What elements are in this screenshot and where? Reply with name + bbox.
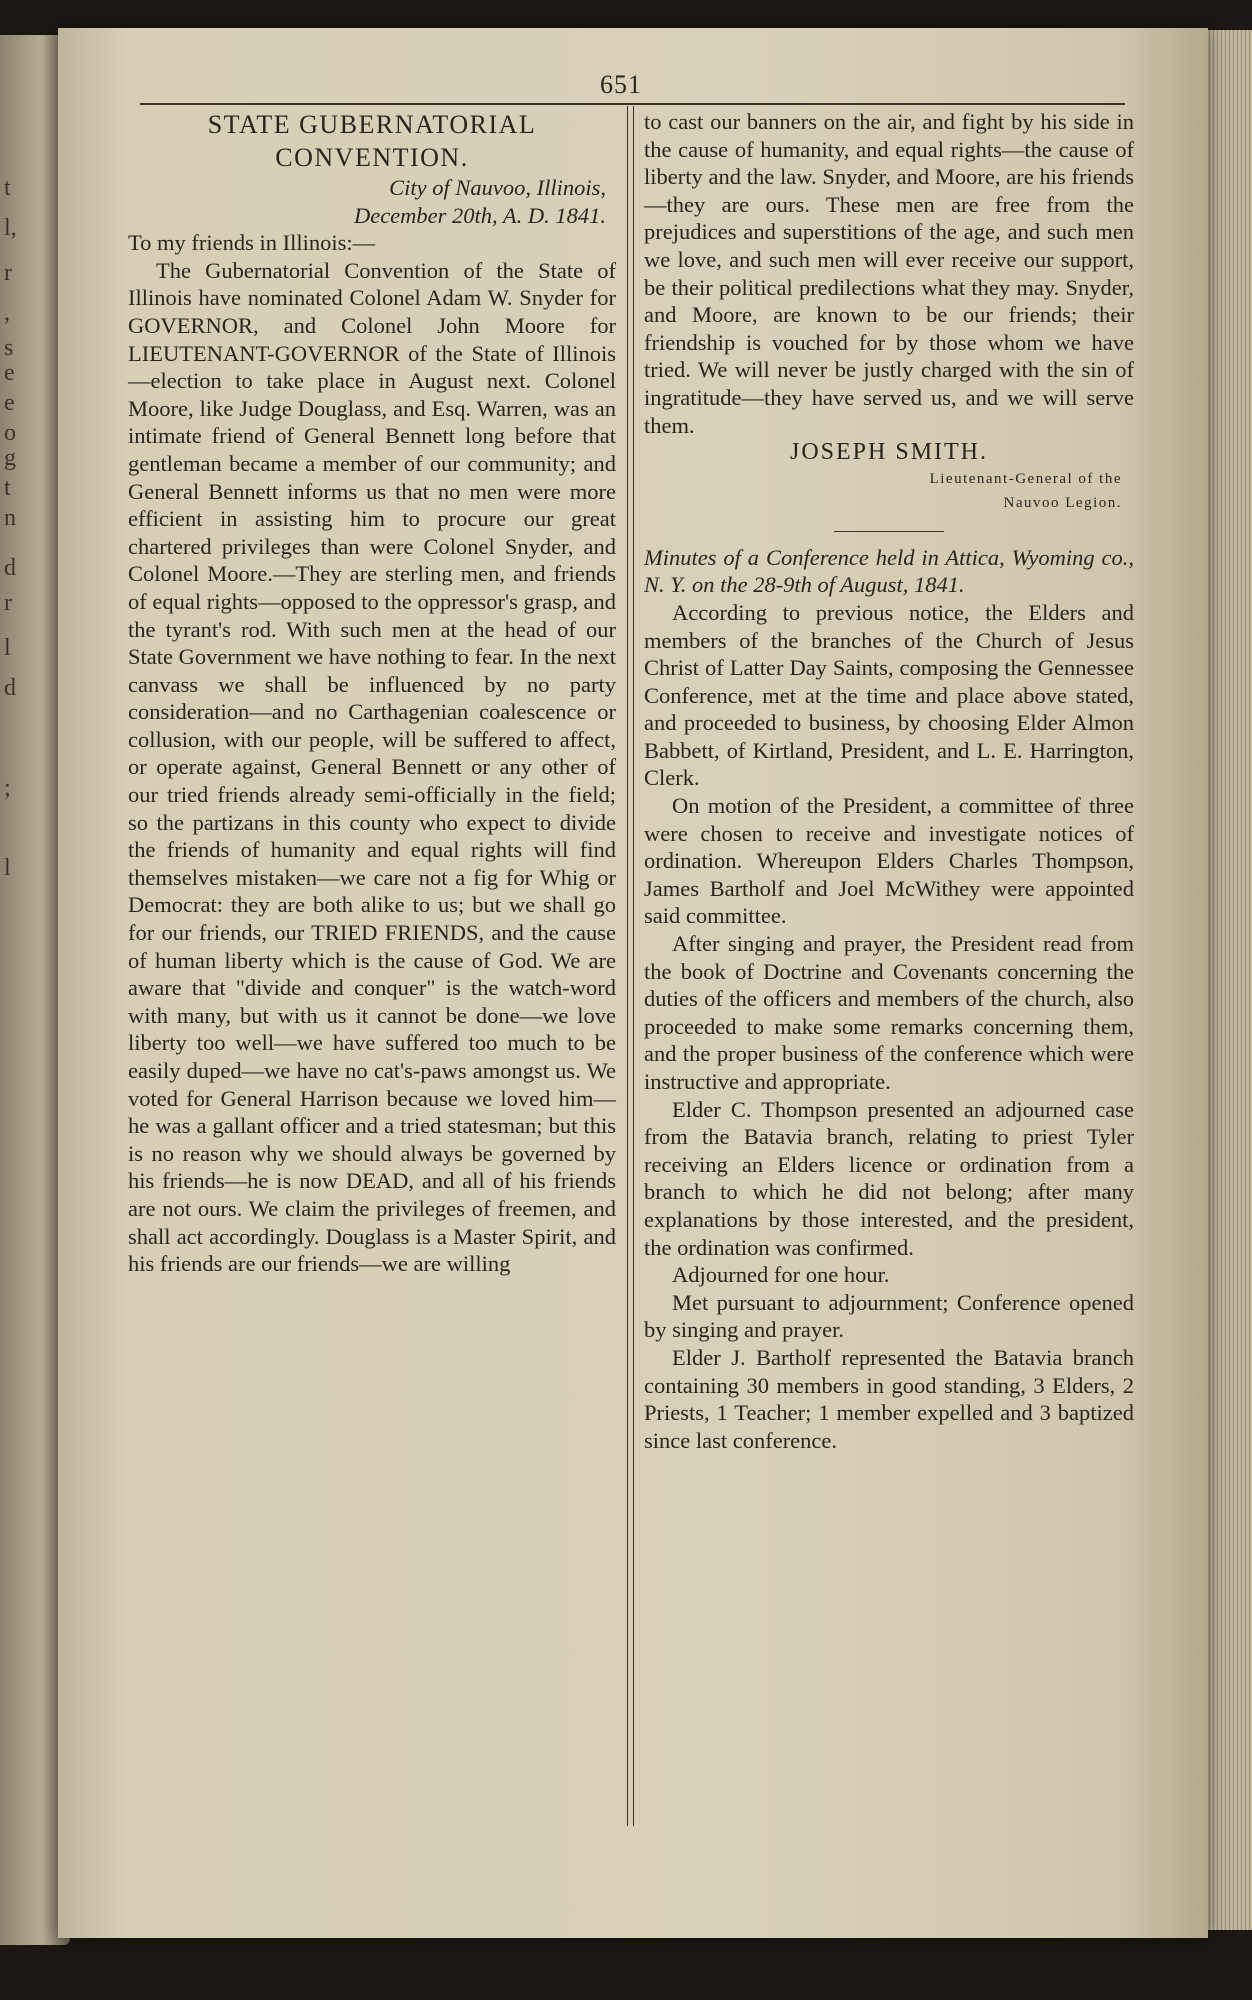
page-edges (1202, 30, 1252, 1930)
margin-fragment: o (4, 420, 16, 446)
column-divider (627, 106, 634, 1826)
minutes-paragraph: Elder J. Bartholf represented the Batavia branch containing 30 members in good standing, 3 Elders, 2 Priests, 1 Teacher; 1 member expelled and 3 baptized since last conference. (644, 1344, 1134, 1453)
margin-fragment: l (4, 855, 11, 881)
margin-fragment: l, (4, 215, 17, 241)
minutes-paragraph: Adjourned for one hour. (672, 1262, 890, 1288)
header-rule (140, 103, 1125, 105)
minutes-paragraph: Met pursuant to adjournment; Conference opened by singing and prayer. (644, 1289, 1134, 1343)
dateline-date: December 20th, A. D. 1841. (353, 202, 606, 228)
margin-fragment: t (4, 475, 11, 501)
margin-fragment: l (4, 635, 11, 661)
margin-fragment: e (4, 390, 15, 416)
left-column (128, 108, 616, 1278)
signature-name: JOSEPH SMITH. (789, 439, 989, 466)
dateline-place: City of Nauvoo, Illinois, (389, 175, 606, 200)
right-column (644, 108, 1134, 1454)
margin-fragment: r (4, 260, 12, 286)
margin-fragment: ; (4, 775, 11, 801)
margin-fragment: g (4, 445, 16, 471)
section-rule (834, 531, 944, 532)
signature-title: Nauvoo Legion. (1003, 494, 1122, 511)
minutes-paragraph: Elder C. Thompson presented an adjourned case from the Batavia branch, relating to priest Tyler receiving an Elders licence or ordination from a branch to which he did not belong; after many explanations by those interested, and the president, the ordination was confirmed. (644, 1096, 1134, 1260)
margin-fragment: e (4, 360, 15, 386)
margin-fragment: t (4, 175, 11, 201)
article-body: The Gubernatorial Convention of the State of Illinois have nominated Colonel Adam W. Snyder for GOVERNOR, and Colonel John Moore for LIEUTENANT-GOVERNOR of the State of Illinois—election to take place in August next. Colonel Moore, like Judge Douglass, and Esq. Warren, was an intimate friend of General Bennett long before that gentleman became a member of our community; and General Bennett informs us that no men were more efficient in assisting him to procure our great chartered privileges than were Colonel Snyder, and Colonel Moore.—They are sterling men, and friends of equal rights—opposed to the oppressor's grasp, and the tyrant's rod. With such men at the head of our State Government we have nothing to fear. In the next canvass we shall be influenced by no party consideration—and no Carthagenian coalescence or collusion, with our people, will be suffered to affect, or operate against, General Bennett or any other of our tried friends already semi-officially in the field; so the partizans in this county who expect to divide the friends of humanity and equal rights will find themselves mistaken—we care not a fig for Whig or Democrat: they are both alike to us; but we shall go for our friends, our TRIED FRIENDS, and the cause of human liberty which is the cause of God. We are aware that "divide and conquer" is the watch-word with many, but with us it cannot be done—we love liberty too well—we have suffered too much to be easily duped—we have no cat's-paws amongst us. We voted for General Harrison because we loved him—he was a gallant officer and a tried statesman; but this is no reason why we should always be governed by his friends—he is now DEAD, and all of his friends are not ours. We claim the privileges of freemen, and shall act accordingly. Douglass is a Master Spirit, and his friends are our friends—we are willing (128, 257, 616, 1277)
margin-fragment: r (4, 590, 12, 616)
page-number: 651 (600, 70, 642, 99)
minutes-paragraph: On motion of the President, a committee of three were chosen to receive and investigate notices of ordination. Whereupon Elders Charles Thompson, James Bartholf and Joel McWithey were appointed said committee. (644, 793, 1134, 929)
margin-fragment: , (4, 300, 10, 326)
minutes-heading: Minutes of a Conference held in Attica, Wyoming co., N. Y. on the 28-9th of August, 1841. (644, 544, 1134, 598)
article-title: STATE GUBERNATORIAL CONVENTION. (207, 110, 537, 172)
salutation: To my friends in Illinois:— (128, 230, 376, 256)
article-continuation: to cast our banners on the air, and fight by his side in the cause of humanity, and equal rights—the cause of liberty and the law. Snyder, and Moore, are his friends—they are ours. These men are free from the prejudices and superstitions of the age, and such men we love, and such men will ever receive our support, be their political predilections what they may. Snyder, and Moore, are known to be our friends; their friendship is vouched for by those whom we have tried. We will never be justly charged with the sin of ingratitude—they have served us, and we will serve them. (644, 109, 1134, 438)
minutes-paragraph: According to previous notice, the Elders and members of the branches of the Church of Jesus Christ of Latter Day Saints, composing the Gennessee Conference, met at the time and place above stated, and proceeded to business, by choosing Elder Almon Babbett, of Kirtland, President, and L. E. Harrington, Clerk. (644, 599, 1134, 791)
margin-fragment: n (4, 505, 16, 531)
signature-title: Lieutenant-General of the (929, 470, 1122, 487)
margin-fragment: d (4, 675, 16, 701)
margin-fragment: s (4, 335, 14, 361)
margin-fragment: d (4, 555, 16, 581)
minutes-paragraph: After singing and prayer, the President read from the book of Doctrine and Covenants concerning the duties of the officers and members of the church, also proceeded to make some remarks concerning them, and the proper business of the conference which were instructive and appropriate. (644, 931, 1134, 1094)
